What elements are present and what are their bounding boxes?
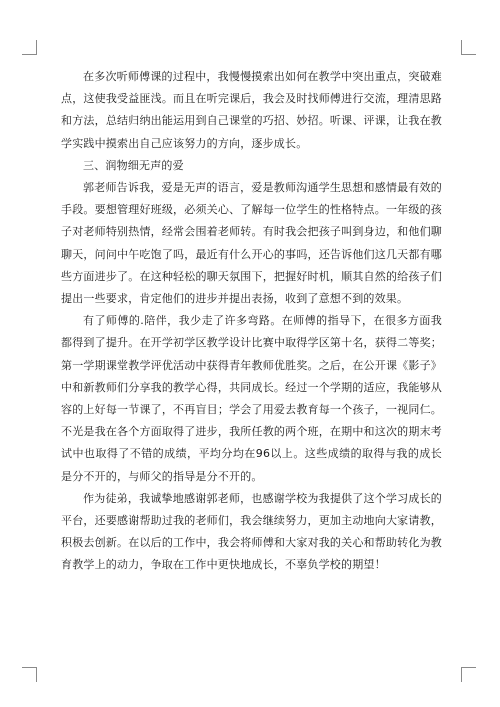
crop-mark-bottom-left xyxy=(22,667,37,682)
paragraph-teacher-guo-love: 郭老师告诉我，爱是无声的语言，爱是教师沟通学生思想和感情最有效的手段。要想管理好班级，必须关心、了解每一位学生的性格特点。一年级的孩子对老师特别热情，经常会围着老师转。有时我会把孩子叫到身边，和他们聊聊天，问问中午吃饱了吗，最近有什么开心的事吗，还告诉他们这几天都有哪些方面进步了。在这种轻松的聊天氛围下，把握好时机，顺其自然的给孩子们提出一些要求，肯定他们的进步并提出表扬，收到了意想不到的效果。 xyxy=(61,181,442,306)
paragraph-gratitude: 作为徒弟，我诚挚地感谢郭老师，也感谢学校为我提供了这个学习成长的平台，还要感谢帮助过我的老师们，我会继续努力，更加主动地向大家请教，积极去创新。在以后的工作中，我会将师傅和大家对我的关心和帮助转化为教育教学上的动力，争取在工作中更快地成长，不辜负学校的期望！ xyxy=(61,491,442,572)
paragraph-growth-achievements: 有了师傅的.陪伴，我少走了许多弯路。在师傅的指导下，在很多方面我都得到了提升。在开学初学区教学设计比赛中取得学区第十名，获得二等奖；第一学期课堂教学评优活动中获得青年教师优胜奖。之后，在公开课《影子》中和新教师们分享我的教学心得，共同成长。经过一个学期的适应，我能够从容的上好每一节课了，不再盲目；学会了用爱去教育每一个孩子，一视同仁。不光是我在各个方面取得了进步，我所任教的两个班，在期中和这次的期末考试中也取得了不错的成绩，平均分均在96以上。这些成绩的取得与我的成长是分不开的，与师父的指导是分不开的。 xyxy=(61,314,442,483)
paragraph-listening-lessons: 在多次听师傅课的过程中，我慢慢摸索出如何在教学中突出重点，突破难点，这使我受益匪浅。而且在听完课后，我会及时找师傅进行交流，理清思路和方法，总结归纳出能运用到自己课堂的巧招、妙招。听课、评课，让我在教学实践中摸索出自己应该努力的方向，逐步成长。 xyxy=(61,70,442,150)
crop-mark-top-left xyxy=(22,40,37,55)
document-body xyxy=(61,66,442,577)
crop-mark-bottom-right xyxy=(461,667,476,682)
section-heading-silent-love: 三、润物细无声的爱 xyxy=(83,158,184,172)
crop-mark-top-right xyxy=(461,40,476,55)
